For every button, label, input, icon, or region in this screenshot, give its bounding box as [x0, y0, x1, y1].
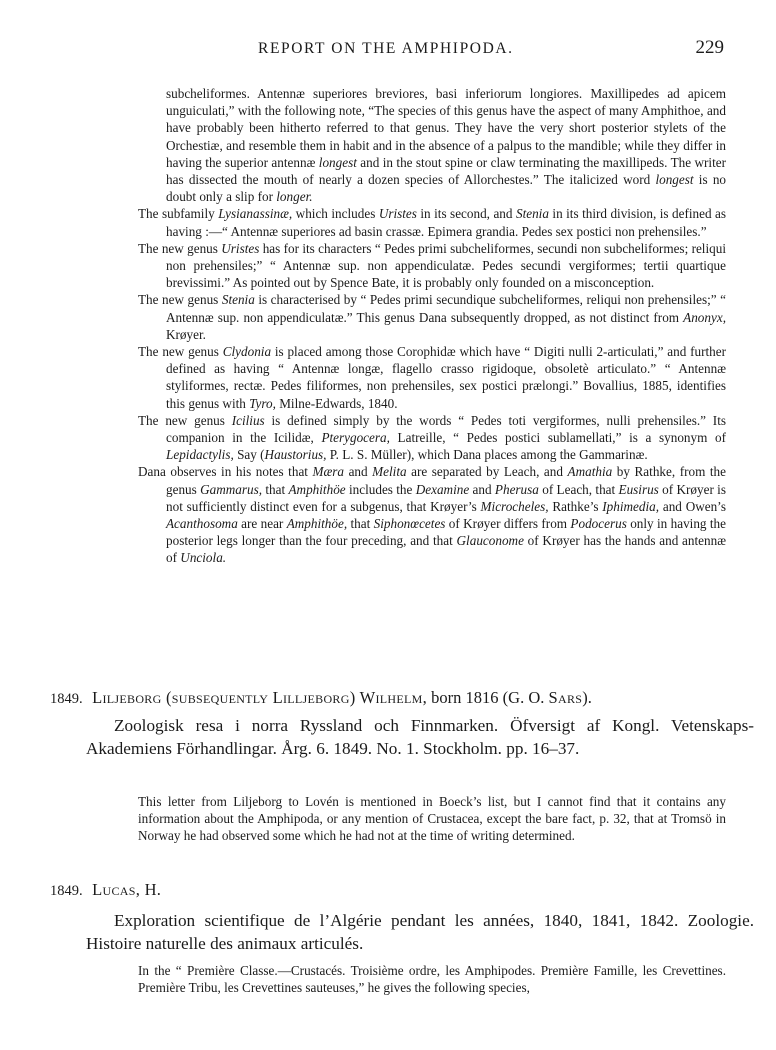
note-paragraph [138, 291, 726, 343]
text-run: The subfamily [138, 206, 219, 222]
italic-term: Amathia [567, 464, 613, 480]
italic-term: longest [318, 154, 357, 170]
text-run: that [347, 516, 374, 532]
text-run: of Leach, that [538, 481, 619, 497]
italic-term: Clydonia [222, 344, 272, 360]
note-text: In the “ Première Classe.—Crustacés. Troisième ordre, les Amphipodes. Première Famille, les Crevettines. Première Tribu, les Crevettines sauteuses,” he gives the following species, [138, 963, 726, 996]
italic-term: Stenia [221, 292, 255, 308]
italic-term: Icilius [231, 412, 265, 428]
running-head [0, 37, 776, 66]
italic-term: Eusirus [618, 481, 659, 497]
text-run: and Owen’s [659, 498, 726, 514]
note-lucas [138, 962, 726, 996]
text-run: Dana observes in his notes that [138, 464, 313, 480]
text-run: are near [237, 516, 287, 532]
italic-term: Acanthosoma [166, 516, 238, 532]
text-run: P. L. S. Müller), which Dana places among the Gammarinæ. [326, 447, 648, 463]
italic-term: Tyro, [249, 395, 276, 411]
text-run: The new genus [138, 240, 222, 256]
running-title: REPORT ON THE AMPHIPODA. [258, 40, 514, 57]
italic-term: Mæra [312, 464, 345, 480]
italic-term: longer. [276, 189, 313, 205]
author-sars: Sars [548, 688, 583, 707]
note-paragraph [138, 412, 726, 464]
italic-term: Uristes [378, 206, 417, 222]
italic-term: Amphithöe, [286, 516, 348, 532]
italic-term: Gammarus, [200, 481, 263, 497]
italic-term: Pherusa [494, 481, 539, 497]
text-run: The new genus [138, 344, 223, 360]
citation-text: Zoologisk resa i norra Ryssland och Finnmarken. Öfversigt af Kongl. Vetenskaps-Akademiens Förhandlingar. Årg. 6. 1849. No. 1. Stockholm. pp. 16–37. [86, 716, 754, 758]
italic-term: Glauconome [456, 533, 524, 549]
italic-term: longest [655, 172, 694, 188]
text-run: is placed among those Corophidæ which have “ Digiti nulli 2-articulati,” and further defined as having “ Antennæ longæ, flagello crasso rigidoque, obsoletè articulato.” “ Antennæ styliformes, rectæ. Pedes filiformes, non prehensiles, sex postici prælongi.” Bovallius, 1885, identifies this genus with [166, 344, 726, 411]
note-paragraph [138, 240, 726, 292]
text-run: The new genus [138, 412, 232, 428]
note-paragraph [138, 85, 726, 205]
text-run: only in having the posterior legs longer than the four preceding, and that [166, 516, 726, 549]
page-number: 229 [695, 37, 724, 58]
text-run: that [262, 481, 289, 497]
text-run: of Krøyer differs from [445, 516, 571, 532]
text-run: Milne-Edwards, 1840. [275, 395, 398, 411]
italic-term: Dexamine [415, 481, 470, 497]
text-run: Rathke’s [548, 498, 603, 514]
note-paragraph [138, 463, 726, 566]
text-run: Krøyer. [166, 326, 206, 342]
author-detail-end: ). [582, 688, 592, 707]
text-run: and [344, 464, 373, 480]
author-name: Lucas, H. [92, 880, 162, 899]
italic-term: Podocerus [570, 516, 627, 532]
text-run: and in the stout spine or claw terminating the maxillipeds. The writer has dissected the mouth of nearly a dozen species of Allorchestes.” The italicized word [166, 154, 726, 188]
text-run: has for its characters “ Pedes primi subcheliformes, secundi non subcheliformes; reliqui non prehensiles;” “ Antennæ sup. non appendiculatæ. Pedes secundi vergiformes; tertii quartique brevissimi.” As pointed out by Spence Bate, it is probably only founded on a misconception. [166, 240, 726, 291]
citation-lucas [86, 910, 754, 955]
italic-term: Microcheles, [480, 498, 549, 514]
italic-term: Stenia [515, 206, 549, 222]
text-run: of Krøyer is not sufficiently distinct even for a subgenus, that Krøyer’s [166, 481, 726, 514]
italic-term: Haustorius, [264, 447, 327, 463]
author-name: Liljeborg (subsequently Lilljeborg) Wilhelm, [92, 688, 428, 707]
text-run: includes the [345, 481, 416, 497]
text-run: in its second, and [416, 206, 516, 222]
italic-term: Unciola. [180, 550, 227, 566]
text-run: The new genus [138, 292, 222, 308]
text-run: is characterised by “ Pedes primi secundique subcheliformes, reliqui non prehensiles;” “ Antennæ sup. non appendiculatæ.” This genus Dana subsequently dropped, as not distinct from [166, 292, 726, 325]
text-run: of Krøyer has the hands and antennæ of [166, 533, 727, 566]
text-run: Latreille, “ Pedes postici sublamellati,” is a synonym of [389, 430, 726, 446]
entry-year: 1849. [50, 691, 83, 707]
note-text: This letter from Liljeborg to Lovén is mentioned in Boeck’s list, but I cannot find that it contains any information about the Amphipoda, or any mention of Crustacea, except the bare fact, p. 32, that at Tromsö in Norway he had observed some which he had not at the time of writing determined. [138, 794, 726, 844]
italic-term: Amphithöe [288, 481, 346, 497]
text-run: are separated by Leach, and [406, 464, 568, 480]
italic-term: Siphonœcetes [373, 516, 446, 532]
note-liljeborg [138, 793, 726, 845]
text-run: is defined simply by the words “ Pedes toti vergiformes, nulli prehensiles.” Its companion in the Icilidæ, [166, 412, 726, 446]
entry-liljeborg-heading [50, 688, 740, 708]
italic-term: Uristes [221, 240, 260, 256]
italic-term: Lysianassinæ, [218, 206, 293, 222]
entry-year: 1849. [50, 883, 83, 899]
text-run: subcheliformes. Antennæ superiores breviores, basi inferiorum longiores. Maxillipedes ad apicem unguiculati,” with the following note, “The species of this genus have the aspect of many Amphithoe, and have probably been hitherto referred to that genus. They have the very short posterior stylets of the Orchestiæ, and resemble them in habit and in the absence of a palpus to the mandible; while they differ in having the superior antennæ [166, 86, 726, 170]
author-detail: born 1816 (G. O. [427, 688, 549, 707]
italic-term: Lepidactylis, [166, 447, 234, 463]
note-paragraph [138, 205, 726, 239]
text-run: which includes [292, 206, 379, 222]
italic-term: Anonyx, [683, 309, 726, 325]
italic-term: Iphimedia, [602, 498, 660, 514]
text-run: by Rathke, from the genus [166, 464, 726, 497]
text-run: is no doubt only a slip for [166, 172, 727, 205]
text-run: and [469, 481, 495, 497]
note-paragraph [138, 343, 726, 412]
entry-lucas-heading [50, 880, 740, 900]
citation-text: Exploration scientifique de l’Algérie pendant les années, 1840, 1841, 1842. Zoologie. Histoire naturelle des animaux articulés. [86, 911, 754, 953]
italic-term: Pterygocera, [321, 430, 390, 446]
citation-liljeborg [86, 715, 754, 760]
dana-notes-block [138, 85, 726, 567]
text-run: in its third division, is defined as having :—“ Antennæ superiores ad basin crassæ. Epimera grandia. Pedes sex postici non prehensiles.” [166, 206, 726, 239]
italic-term: Melita [372, 464, 407, 480]
text-run: Say ( [233, 447, 265, 463]
